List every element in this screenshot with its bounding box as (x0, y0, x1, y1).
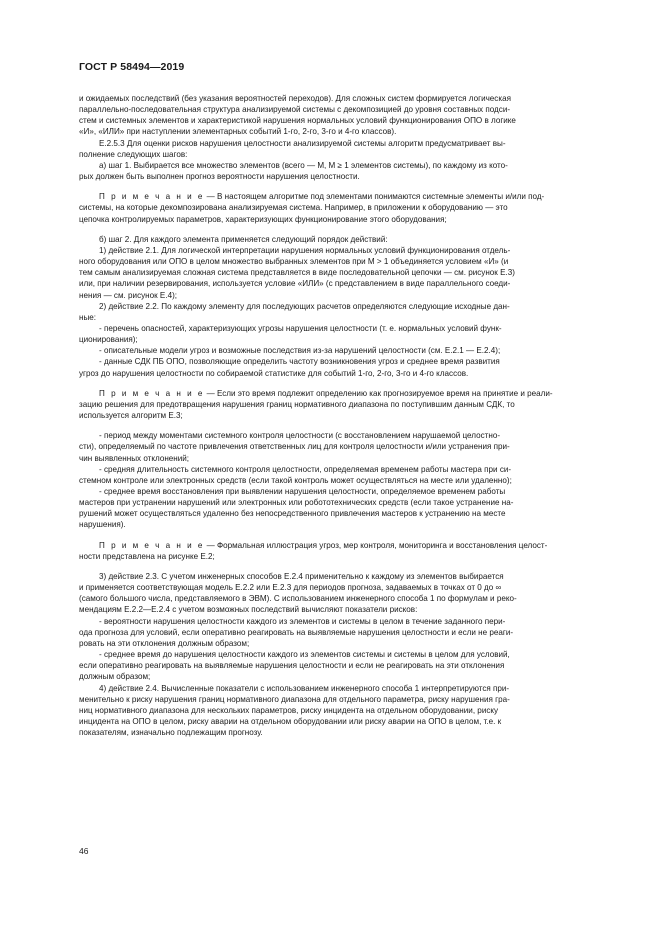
note-label: П р и м е ч а н и е (99, 540, 205, 550)
list-item: - период между моментами системного контроля целостности (с восстановлением нарушаемой целостно- сти), определяемый по частоте привлечения ответственных лиц для контроля целостности и/или устранения при- чин выявленных отклонений; (79, 431, 510, 463)
note-text: — Если это время подлежит определению как прогнозируемое время на принятие и реали- зацию решения для предотвращения нарушения границ нормативного диапазона по поступившим данным СДК, то используется алгоритм Е.3; (79, 388, 553, 421)
list-item: - описательные модели угроз и возможные последствия из-за нарушений целостности (см. Е.2.1 — Е.2.4); (99, 346, 501, 356)
note-2 (79, 388, 612, 421)
paragraph-step-1: а) шаг 1. Выбирается все множество элементов (всего — M, M ≥ 1 элементов системы), по каждому из кото- рых должен быть выполнен прогноз вероятности нарушения целостности. (79, 160, 508, 182)
paragraph-action-2-3: 3) действие 2.3. С учетом инженерных способов Е.2.4 применительно к каждому из элементов выбирается и применяется соответствующая модель Е.2.2 или Е.2.3 для периодов прогноза, задаваемых в точках от 0 до ∞ (самого большого числа, представляемого в ЭВМ). С использованием инженерного способа 1 по формулам и реко- мендациям Е.2.2—Е.2.4 с учетом возможных последствий вычисляют показатели рисков: (79, 571, 517, 615)
list-item: - средняя длительность системного контроля целостности, определяемая временем работы мастера при си- стемном контроле или электронных средств (если такой контроль может осуществляться на месте или удаленно); (79, 464, 512, 485)
note-1 (79, 191, 612, 224)
note-text: — Формальная иллюстрация угроз, мер контроля, мониторинга и восстановления целост- ности представлена на рисунке Е.2; (79, 540, 548, 561)
document-header: ГОСТ Р 58494—2019 (79, 61, 185, 73)
paragraph-continuation: и ожидаемых последствий (без указания вероятностей переходов). Для сложных систем формируется логическая параллельно-последовательная структура анализируемой системы с декомпозицией до уровня составных подси- стем и системных элементов и характеристикой нарушения нормальных условий функционирования ОПО в логике «И», «ИЛИ» при наступлении элементарных событий 1-го, 2-го, 3-го и 4-го классов). (79, 94, 516, 137)
list-item: - среднее время восстановления при выявлении нарушения целостности, определяемое временем работы мастеров при устранении нарушений или электронных или робототехнических средств (если такое устранение на- рушений может осуществляться удаленно без непосредственного привлечения мастеров к устранению на месте нарушения). (79, 487, 514, 530)
note-3 (79, 540, 612, 562)
list-item: - перечень опасностей, характеризующих угрозы нарушения целостности (т. е. нормальных условий функ- ционирования); (79, 323, 502, 345)
note-label: П р и м е ч а н и е (99, 192, 205, 202)
note-text: — В настоящем алгоритме под элементами понимаются системные элементы и/или под- системы, на которые декомпозирована анализируемая система. Например, в приложении к оборудованию — это цепочка контролируемых параметров, характеризующих функционирование этого оборудования; (79, 192, 545, 224)
list-item: - вероятности нарушения целостности каждого из элементов и системы в целом в течение заданного пери- ода прогноза для условий, если оперативно реагировать на выявляемые нарушения целостности и если не реаги- ровать на эти отклонения должным образом; (79, 616, 514, 648)
paragraph-step-2: б) шаг 2. Для каждого элемента применяется следующий порядок действий: (99, 234, 388, 244)
page-number: 46 (79, 846, 89, 856)
list-item: - данные СДК ПБ ОПО, позволяющие определить частоту возникновения угроз и среднее время развития угроз до нарушения целостности по собираемой статистике для событий 1-го, 2-го, 3-го и 4-го классов. (79, 357, 500, 378)
paragraph-action-2-1: 1) действие 2.1. Для логической интерпретации нарушения нормальных условий функционирования отдель- ного оборудования или ОПО в целом множество выбранных элементов при M > 1 объединяется условием «И» (и тем самым анализируемая сложная система представляется в виде последовательной цепочки — см. рисунок Е.3) или, при наличии резервирования, используется условие «ИЛИ» (с представлением в виде параллельного соеди- нения — см. рисунок Е.4); (79, 245, 515, 300)
document-body (79, 93, 612, 738)
paragraph-action-2-2: 2) действие 2.2. По каждому элементу для последующих расчетов определяются следующие исходные дан- ные: (79, 301, 510, 322)
list-item: - среднее время до нарушения целостности каждого из элементов системы и системы в целом для условий, если оперативно реагировать на выявляемые нарушения целостности и если не реагировать на эти отклонения должным образом; (79, 650, 510, 682)
paragraph-action-2-4: 4) действие 2.4. Вычисленные показатели с использованием инженерного способа 1 интерпретируются при- менительно к риску нарушения границ нормативного диапазона для отдельного параметра, риску нарушения гра- ниц нормативного диапазона для нескольких параметров, риску инцидента на отдельном оборудовании, риску инцидента на ОПО в целом, риску аварии на отдельном оборудовании или риску аварии на ОПО в целом, т.е. к показателям, изначально подлежащим прогнозу. (79, 683, 510, 738)
paragraph-e253: Е.2.5.3 Для оценки рисков нарушения целостности анализируемой системы алгоритм предусматривает вы- полнение следующих шагов: (79, 138, 506, 159)
note-label: П р и м е ч а н и е (99, 388, 205, 398)
